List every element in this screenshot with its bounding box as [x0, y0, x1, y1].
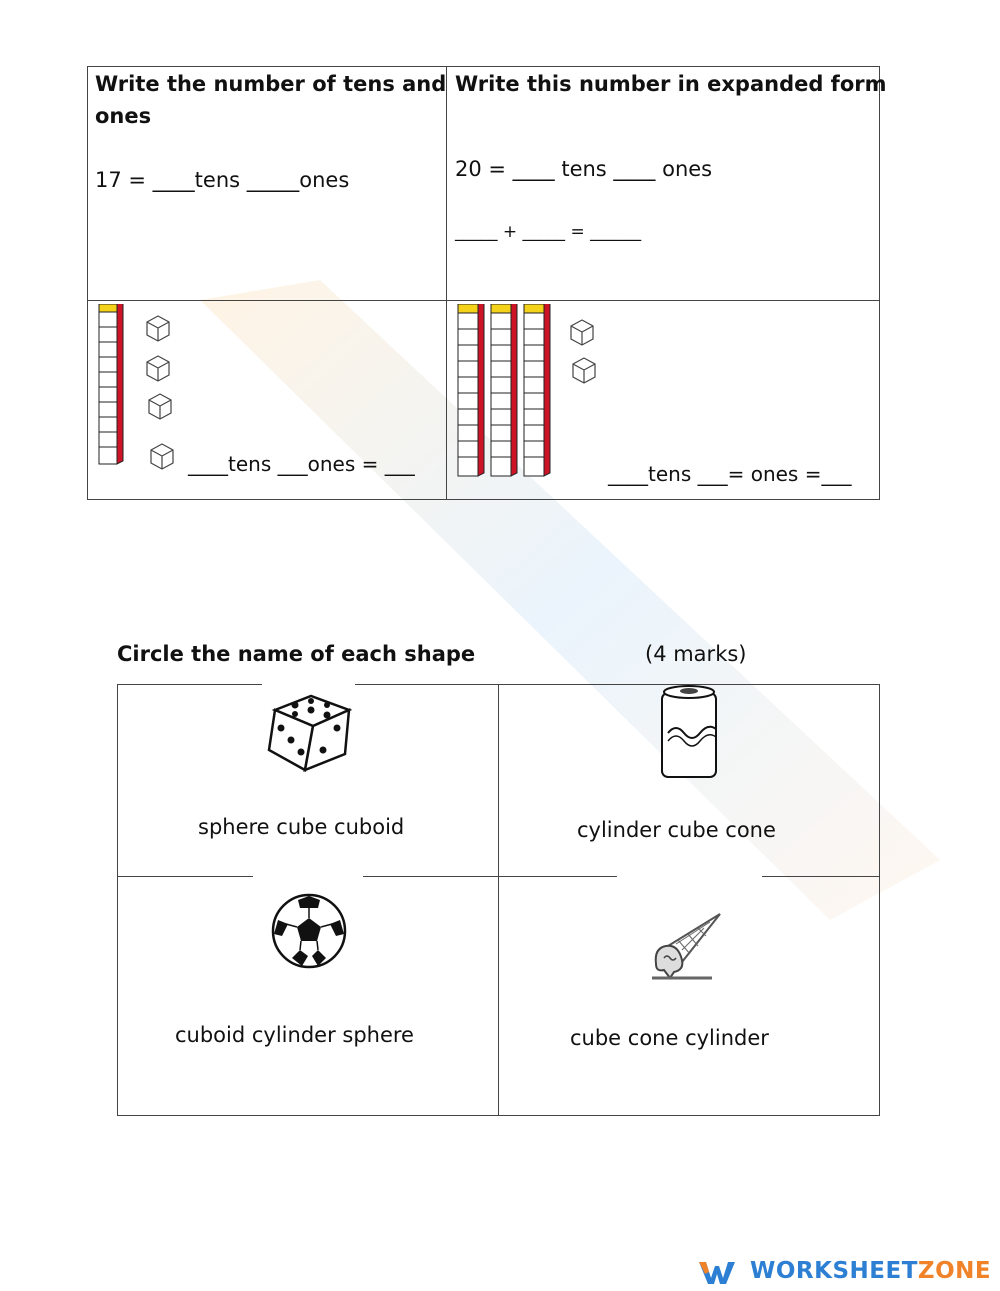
soda-can-options[interactable]: cylinder cube cone	[577, 818, 776, 842]
right-expanded-equation: _____ + _____ = ______	[455, 222, 642, 242]
dice-icon	[265, 688, 353, 776]
unit-cube-icon	[571, 320, 595, 383]
soda-can-icon	[658, 683, 720, 781]
left-equation: 17 = ____tens _____ones	[95, 168, 350, 192]
soccer-ball-icon	[270, 892, 348, 970]
ten-rod-icon	[99, 304, 123, 464]
unit-cube-icon	[147, 316, 173, 469]
right-header: Write this number in expanded form	[455, 72, 887, 96]
right-equation: 20 = ____ tens ____ ones	[455, 157, 713, 181]
soccer-ball-options[interactable]: cuboid cylinder sphere	[175, 1023, 414, 1047]
ten-rods-icon	[458, 304, 550, 476]
right-answer-line: ____tens ___= ones =___	[608, 462, 852, 486]
dice-options[interactable]: sphere cube cuboid	[198, 815, 405, 839]
brand-name[interactable]	[750, 1258, 991, 1284]
left-answer-line: ____tens ___ones = ___	[188, 452, 415, 476]
brand-name-part1: WORKSHEET	[750, 1258, 918, 1284]
ice-cream-cone-options[interactable]: cube cone cylinder	[570, 1026, 769, 1050]
base-ten-blocks-left	[95, 304, 215, 474]
ice-cream-cone-icon	[648, 908, 726, 986]
marks-label: (4 marks)	[645, 642, 747, 666]
base-ten-blocks-right	[455, 304, 615, 480]
left-header-line1: Write the number of tens and	[95, 72, 447, 96]
shapes-section-title: Circle the name of each shape	[117, 642, 476, 666]
left-header-line2: ones	[95, 104, 152, 128]
worksheetzone-logo-icon	[697, 1260, 737, 1286]
brand-name-part2: ZONE	[917, 1258, 992, 1284]
